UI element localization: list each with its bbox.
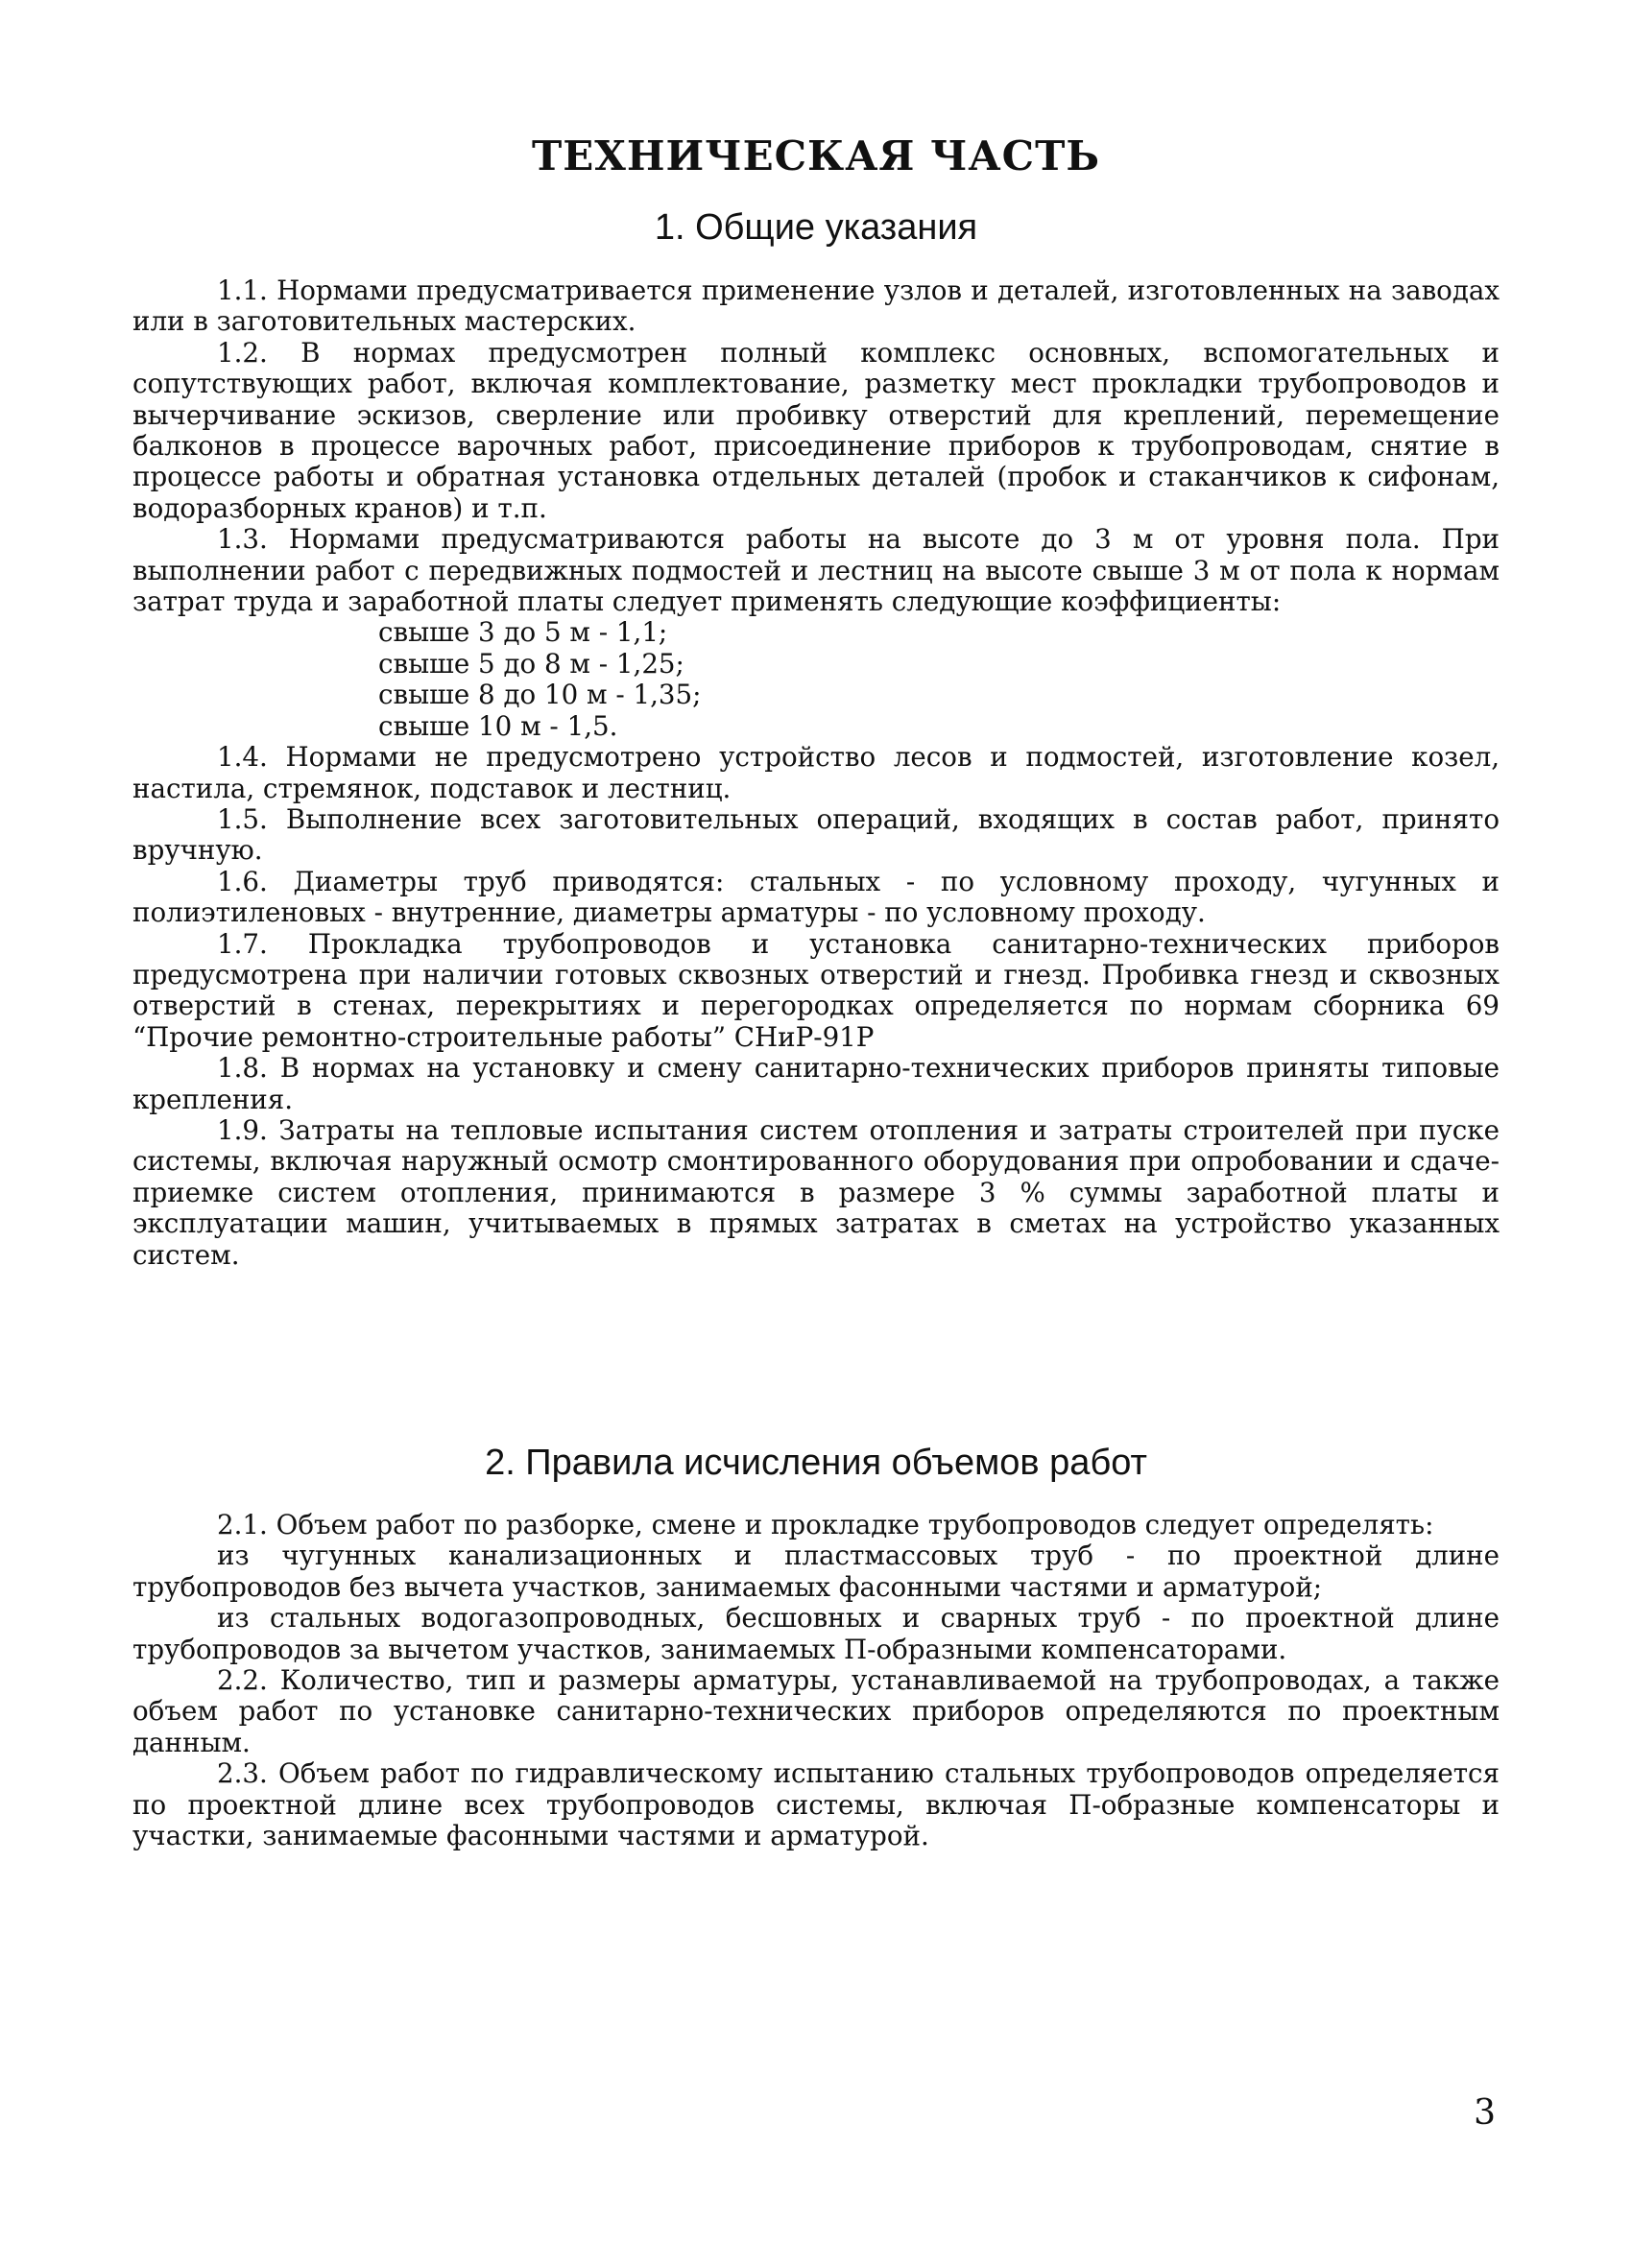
paragraph-2-3: 2.3. Объем работ по гидравлическому испытанию стальных трубопроводов определяется по проектной длине всех трубопроводов системы, включая П-образные компенсаторы и участки, занимаемые фасонными частями и арматурой.: [132, 1757, 1500, 1852]
document-title: ТЕХНИЧЕСКАЯ ЧАСТЬ: [532, 132, 1100, 179]
paragraph-1-5: 1.5. Выполнение всех заготовительных операций, входящих в состав работ, принято вручную.: [132, 802, 1500, 867]
paragraph-1-3: 1.3. Нормами предусматриваются работы на высоте до 3 м от уровня пола. При выполнении работ с передвижных подмостей и лестниц на высоте свыше 3 м от пола к нормам затрат труда и заработной платы следует применять следующие коэффициенты:: [132, 523, 1500, 618]
paragraph-1-8: 1.8. В нормах на установку и смену санитарно-технических приборов приняты типовые крепления.: [132, 1052, 1500, 1115]
paragraph-2-1-cast-iron: из чугунных канализационных и пластмассовых труб - по проектной длине трубопроводов без вычета участков, занимаемых фасонными частями и арматурой;: [132, 1540, 1500, 1603]
coefficient-item: свыше 10 м - 1,5.: [378, 709, 618, 742]
section-2-body: [132, 1510, 1500, 1851]
coefficient-item: свыше 5 до 8 м - 1,25;: [378, 647, 684, 680]
paragraph-1-7: 1.7. Прокладка трубопроводов и установка санитарно-технических приборов предусмотрена при наличии готовых сквозных отверстий и гнезд. Пробивка гнезд и сквозных отверстий в стенах, перекрытиях и перегородках определяется по нормам сборника 69 “Прочие ремонтно-строительные работы” СНиР-91Р: [132, 927, 1500, 1053]
paragraph-2-1-steel: из стальных водогазопроводных, бесшовных и сварных труб - по проектной длине трубопроводов за вычетом участков, занимаемых П-образными компенсаторами.: [132, 1602, 1500, 1665]
section-1-body: [132, 275, 1500, 1271]
page-number: 3: [1474, 2093, 1496, 2133]
paragraph-2-2: 2.2. Количество, тип и размеры арматуры, устанавливаемой на трубопроводах, а также объем работ по установке санитарно-технических приборов определяются по проектным данным.: [132, 1664, 1500, 1758]
paragraph-1-6: 1.6. Диаметры труб приводятся: стальных - по условному проходу, чугунных и полиэтиленовых - внутренние, диаметры арматуры - по условному проходу.: [132, 865, 1500, 929]
paragraph-1-1: 1.1. Нормами предусматривается применение узлов и деталей, изготовленных на заводах или в заготовительных мастерских.: [132, 275, 1500, 338]
coefficient-item: свыше 3 до 5 м - 1,1;: [378, 616, 668, 649]
section-1-heading: 1. Общие указания: [654, 207, 978, 248]
coefficient-item: свыше 8 до 10 м - 1,35;: [378, 679, 702, 711]
paragraph-1-4: 1.4. Нормами не предусмотрено устройство лесов и подмостей, изготовление козел, настила, стремянок, подставок и лестниц.: [132, 741, 1500, 804]
coefficient-list: [132, 617, 1500, 742]
paragraph-1-9: 1.9. Затраты на тепловые испытания систем отопления и затраты строителей при пуске системы, включая наружный осмотр смонтированного оборудования при опробовании и сдаче-приемке систем отопления, принимаются в размере 3 % суммы заработной платы и эксплуатации машин, учитываемых в прямых затратах в сметах на устройство указанных систем.: [132, 1113, 1500, 1271]
paragraph-2-1: 2.1. Объем работ по разборке, смене и прокладке трубопроводов следует определять:: [217, 1509, 1434, 1540]
section-2-heading: 2. Правила исчисления объемов работ: [485, 1443, 1147, 1483]
paragraph-1-2: 1.2. В нормах предусмотрен полный комплекс основных, вспомогательных и сопутствующих работ, включая комплектование, разметку мест прокладки трубопроводов и вычерчивание эскизов, сверление или пробивку отверстий для креплений, перемещение балконов в процессе варочных работ, присоединение приборов к трубопроводам, снятие в процессе работы и обратная установка отдельных деталей (пробок и стаканчиков к сифонам, водоразборных кранов) и т.п.: [132, 336, 1500, 524]
